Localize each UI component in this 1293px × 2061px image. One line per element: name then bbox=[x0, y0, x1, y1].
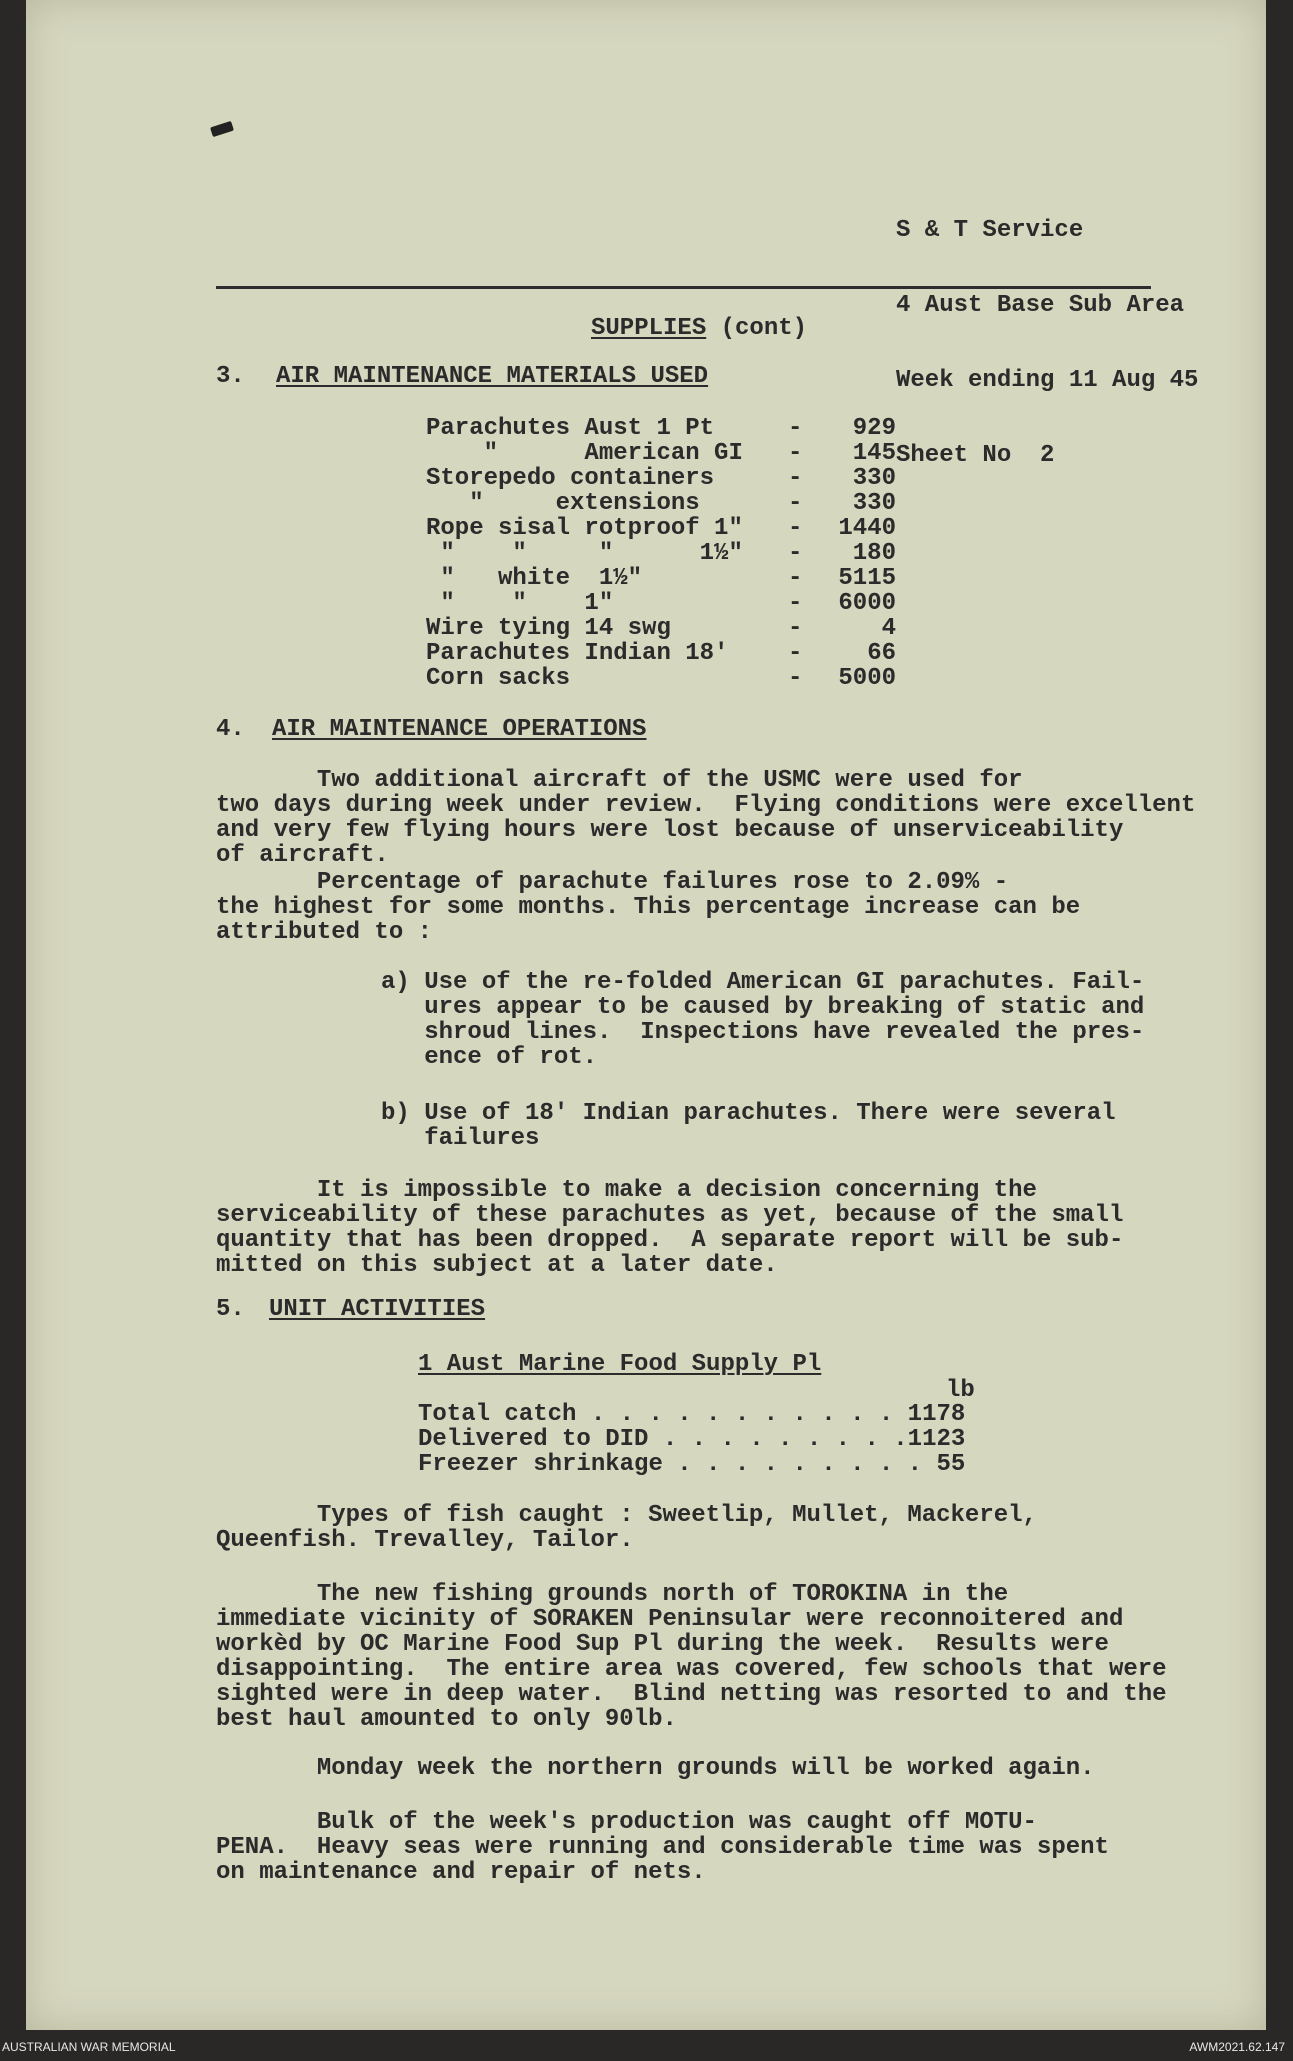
material-row bbox=[426, 516, 906, 541]
paragraph-monday bbox=[216, 1756, 1236, 1781]
material-value: 1440 bbox=[838, 515, 896, 542]
catch-row: Total catch . . . . . . . . . . . 1178 bbox=[418, 1401, 966, 1428]
text-line: on maintenance and repair of nets. bbox=[216, 1859, 706, 1886]
catch-row: Delivered to DID . . . . . . . . .1123 bbox=[418, 1426, 966, 1453]
material-row bbox=[426, 566, 906, 591]
header-block bbox=[896, 168, 1198, 518]
material-label: " " " 1½" bbox=[426, 540, 743, 567]
material-value: 4 bbox=[881, 615, 896, 642]
material-dash: - bbox=[788, 440, 803, 467]
text-line: best haul amounted to only 90lb. bbox=[216, 1706, 677, 1733]
text-line: Percentage of parachute failures rose to 2.09% - bbox=[216, 869, 1009, 896]
text-line: It is impossible to make a decision concerning the bbox=[216, 1177, 1037, 1204]
material-value: 5000 bbox=[838, 665, 896, 692]
title-suffix: (cont) bbox=[706, 315, 808, 342]
ink-blot bbox=[210, 121, 234, 137]
material-row bbox=[426, 616, 906, 641]
material-value: 330 bbox=[852, 490, 896, 517]
material-value: 145 bbox=[852, 440, 896, 467]
material-label: Wire tying 14 swg bbox=[426, 615, 671, 642]
material-value: 929 bbox=[852, 415, 896, 442]
text-line: mitted on this subject at a later date. bbox=[216, 1252, 778, 1279]
text-line: two days during week under review. Flying conditions were excellent bbox=[216, 792, 1196, 819]
material-label: " " 1" bbox=[426, 590, 614, 617]
unit-label: lb bbox=[946, 1377, 975, 1404]
text-line: The new fishing grounds north of TOROKINA in the bbox=[216, 1581, 1009, 1608]
material-dash: - bbox=[788, 540, 803, 567]
text-line: the highest for some months. This percentage increase can be bbox=[216, 894, 1081, 921]
text-line: Queenfish. Trevalley, Tailor. bbox=[216, 1527, 634, 1554]
catch-row: Freezer shrinkage . . . . . . . . . 55 bbox=[418, 1451, 966, 1478]
material-row bbox=[426, 541, 906, 566]
material-label: Parachutes Indian 18' bbox=[426, 640, 729, 667]
header-rule bbox=[216, 286, 1151, 289]
header-line: 4 Aust Base Sub Area bbox=[896, 292, 1185, 319]
material-row bbox=[426, 441, 906, 466]
text-line: Types of fish caught : Sweetlip, Mullet, Mackerel, bbox=[216, 1502, 1037, 1529]
material-value: 66 bbox=[867, 640, 896, 667]
document-page bbox=[26, 0, 1266, 2030]
list-item-a bbox=[381, 970, 1191, 1070]
header-line: Week ending 11 Aug 45 bbox=[896, 367, 1199, 394]
material-row bbox=[426, 416, 906, 441]
list-item-b bbox=[381, 1101, 1191, 1151]
material-dash: - bbox=[788, 665, 803, 692]
section-4-number: 4. bbox=[216, 716, 245, 743]
page-title bbox=[591, 316, 807, 341]
material-label: Parachutes Aust 1 Pt bbox=[426, 415, 715, 442]
text-line: of aircraft. bbox=[216, 842, 389, 869]
material-row bbox=[426, 491, 906, 516]
text-line: shroud lines. Inspections have revealed the pres- bbox=[381, 1019, 1145, 1046]
paragraph-fishing-grounds bbox=[216, 1582, 1236, 1732]
material-row bbox=[426, 666, 906, 691]
paragraph-fish-types bbox=[216, 1503, 1236, 1553]
section-3-heading: AIR MAINTENANCE MATERIALS USED bbox=[276, 363, 709, 390]
material-label: " white 1½" bbox=[426, 565, 643, 592]
text-line: quantity that has been dropped. A separate report will be sub- bbox=[216, 1227, 1124, 1254]
catch-table bbox=[418, 1402, 965, 1477]
paragraph-aircraft bbox=[216, 768, 1236, 868]
material-label: " extensions bbox=[426, 490, 700, 517]
text-line: failures bbox=[381, 1125, 540, 1152]
material-label: Rope sisal rotproof 1" bbox=[426, 515, 743, 542]
text-line: Monday week the northern grounds will be worked again. bbox=[216, 1755, 1095, 1782]
material-dash: - bbox=[788, 415, 803, 442]
footer-accession: AWM2021.62.147 bbox=[1189, 2040, 1285, 2054]
material-value: 180 bbox=[852, 540, 896, 567]
paragraph-decision bbox=[216, 1178, 1236, 1278]
text-line: and very few flying hours were lost because of unserviceability bbox=[216, 817, 1124, 844]
paragraph-failures bbox=[216, 870, 1236, 945]
material-value: 330 bbox=[852, 465, 896, 492]
text-line: sighted were in deep water. Blind netting was resorted to and the bbox=[216, 1681, 1167, 1708]
text-line: workèd by OC Marine Food Sup Pl during the week. Results were bbox=[216, 1631, 1109, 1658]
material-dash: - bbox=[788, 515, 803, 542]
text-line: Bulk of the week's production was caught off MOTU- bbox=[216, 1809, 1037, 1836]
material-label: " American GI bbox=[426, 440, 743, 467]
material-dash: - bbox=[788, 565, 803, 592]
material-dash: - bbox=[788, 465, 803, 492]
material-dash: - bbox=[788, 640, 803, 667]
material-value: 5115 bbox=[838, 565, 896, 592]
section-4-heading: AIR MAINTENANCE OPERATIONS bbox=[272, 716, 647, 743]
text-line: disappointing. The entire area was covered, few schools that were bbox=[216, 1656, 1167, 1683]
text-line: serviceability of these parachutes as yet, because of the small bbox=[216, 1202, 1124, 1229]
header-line: Sheet No 2 bbox=[896, 442, 1055, 469]
text-line: PENA. Heavy seas were running and considerable time was spent bbox=[216, 1834, 1109, 1861]
text-line: immediate vicinity of SORAKEN Peninsular were reconnoitered and bbox=[216, 1606, 1124, 1633]
text-line: a) Use of the re-folded American GI parachutes. Fail- bbox=[381, 969, 1145, 996]
section-5-heading: UNIT ACTIVITIES bbox=[269, 1296, 486, 1323]
title-main: SUPPLIES bbox=[591, 315, 707, 342]
unit-subheading: 1 Aust Marine Food Supply Pl bbox=[418, 1351, 822, 1378]
material-label: Storepedo containers bbox=[426, 465, 715, 492]
footer-source: AUSTRALIAN WAR MEMORIAL bbox=[2, 2040, 176, 2054]
paragraph-bulk bbox=[216, 1810, 1236, 1885]
text-line: ures appear to be caused by breaking of static and bbox=[381, 994, 1145, 1021]
text-line: ence of rot. bbox=[381, 1044, 598, 1071]
material-row bbox=[426, 466, 906, 491]
material-value: 6000 bbox=[838, 590, 896, 617]
header-line: S & T Service bbox=[896, 217, 1084, 244]
material-dash: - bbox=[788, 490, 803, 517]
section-3-number: 3. bbox=[216, 363, 245, 390]
material-row bbox=[426, 591, 906, 616]
material-row bbox=[426, 641, 906, 666]
text-line: attributed to : bbox=[216, 919, 433, 946]
section-5-number: 5. bbox=[216, 1296, 245, 1323]
text-line: Two additional aircraft of the USMC were used for bbox=[216, 767, 1023, 794]
material-label: Corn sacks bbox=[426, 665, 571, 692]
text-line: b) Use of 18' Indian parachutes. There were several bbox=[381, 1100, 1116, 1127]
material-dash: - bbox=[788, 615, 803, 642]
material-dash: - bbox=[788, 590, 803, 617]
